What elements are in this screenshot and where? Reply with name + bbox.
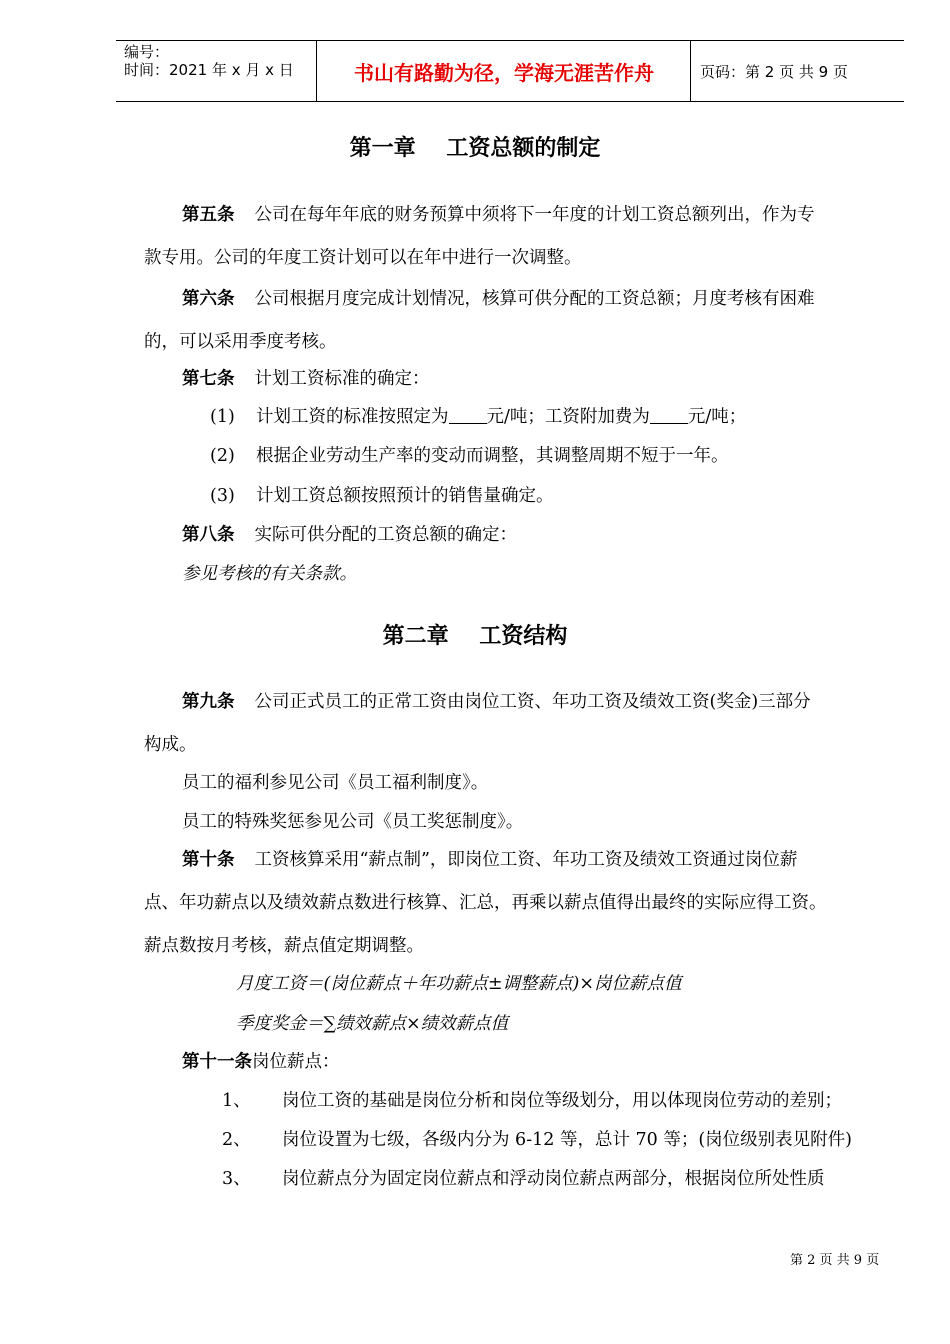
article-10-line-1 [182, 848, 797, 872]
article-5-line-1 [182, 203, 815, 227]
item-text: 计划工资总额按照预计的销售量确定。 [256, 486, 554, 506]
chapter-title: 工资总额的制定 [446, 136, 601, 161]
article-9-rewards: 员工的特殊奖惩参见公司《员工奖惩制度》。 [182, 812, 524, 832]
article-11-item-3 [222, 1167, 825, 1191]
article-6-line-2: 的，可以采用季度考核。 [144, 332, 337, 352]
item-number: 2、 [222, 1130, 251, 1150]
blank-field [650, 407, 688, 424]
article-8-note: 参见考核的有关条款。 [182, 564, 357, 584]
number-label: 编号： [124, 43, 170, 61]
item-number: (2) [210, 446, 235, 466]
article-9-welfare: 员工的福利参见公司《员工福利制度》。 [182, 773, 489, 793]
footer-page-number: 第 2 页 共 9 页 [790, 1253, 880, 1268]
article-label: 第五条 [182, 205, 235, 225]
chapter-title: 工资结构 [479, 624, 568, 649]
article-8-heading [182, 523, 517, 547]
item-text: 岗位设置为七级，各级内分为 6-12 等，总计 70 等；(岗位级别表见附件) [282, 1130, 852, 1150]
article-9-line-1 [182, 690, 811, 714]
item-number: 3、 [222, 1169, 251, 1189]
time-label: 时间：2021 年 x 月 x 日 [124, 61, 294, 79]
article-label: 第七条 [182, 369, 235, 389]
article-text: 岗位薪点： [252, 1052, 340, 1072]
article-text: 计划工资标准的确定： [254, 369, 430, 389]
header-meta [124, 43, 294, 79]
item-number: (1) [210, 407, 235, 427]
article-6-line-1 [182, 287, 815, 311]
article-11-item-1 [222, 1089, 842, 1113]
article-label: 第十一条 [182, 1052, 252, 1072]
item-text: 计划工资的标准按照定为 [256, 407, 449, 427]
chapter-1-heading [0, 131, 950, 162]
article-7-item-3 [210, 484, 554, 508]
item-text: 岗位薪点分为固定岗位薪点和浮动岗位薪点两部分，根据岗位所处性质 [282, 1169, 825, 1189]
page-header [116, 40, 904, 102]
chapter-number: 第二章 [382, 624, 449, 649]
article-text: 工资核算采用“薪点制”，即岗位工资、年功工资及绩效工资通过岗位薪 [254, 850, 798, 870]
article-text: 公司正式员工的正常工资由岗位工资、年功工资及绩效工资(奖金)三部分 [254, 692, 811, 712]
formula-quarterly-bonus: 季度奖金＝∑绩效薪点×绩效薪点值 [236, 1014, 509, 1034]
header-page-number: 页码：第 2 页 共 9 页 [700, 62, 848, 81]
item-text: 元/吨；工资附加费为 [486, 407, 650, 427]
header-divider [690, 41, 691, 101]
article-7-item-1 [210, 405, 746, 429]
article-text: 公司根据月度完成计划情况，核算可供分配的工资总额；月度考核有困难 [254, 289, 815, 309]
blank-field [449, 407, 487, 424]
item-text: 根据企业劳动生产率的变动而调整，其调整周期不短于一年。 [256, 446, 729, 466]
article-7-heading [182, 367, 430, 391]
article-11-heading [182, 1050, 340, 1074]
article-10-line-2: 点、年功薪点以及绩效薪点数进行核算、汇总，再乘以薪点值得出最终的实际应得工资。 [144, 893, 827, 913]
chapter-2-heading [0, 619, 950, 650]
article-5-line-2: 款专用。公司的年度工资计划可以在年中进行一次调整。 [144, 248, 582, 268]
item-number: 1、 [222, 1091, 251, 1111]
article-9-line-2: 构成。 [144, 735, 197, 755]
formula-monthly-wage: 月度工资＝(岗位薪点＋年功薪点±调整薪点)×岗位薪点值 [236, 974, 682, 994]
article-label: 第十条 [182, 850, 235, 870]
article-text: 实际可供分配的工资总额的确定： [254, 525, 517, 545]
article-7-item-2 [210, 444, 729, 468]
item-text: 岗位工资的基础是岗位分析和岗位等级划分，用以体现岗位劳动的差别； [282, 1091, 842, 1111]
header-motto: 书山有路勤为径，学海无涯苦作舟 [354, 60, 654, 85]
item-text: 元/吨； [687, 407, 747, 427]
header-divider [316, 41, 317, 101]
article-label: 第九条 [182, 692, 235, 712]
article-label: 第六条 [182, 289, 235, 309]
article-11-item-2 [222, 1128, 852, 1152]
chapter-number: 第一章 [349, 136, 416, 161]
article-label: 第八条 [182, 525, 235, 545]
article-text: 公司在每年年底的财务预算中须将下一年度的计划工资总额列出，作为专 [254, 205, 815, 225]
item-number: (3) [210, 486, 235, 506]
article-10-line-3: 薪点数按月考核，薪点值定期调整。 [144, 936, 424, 956]
